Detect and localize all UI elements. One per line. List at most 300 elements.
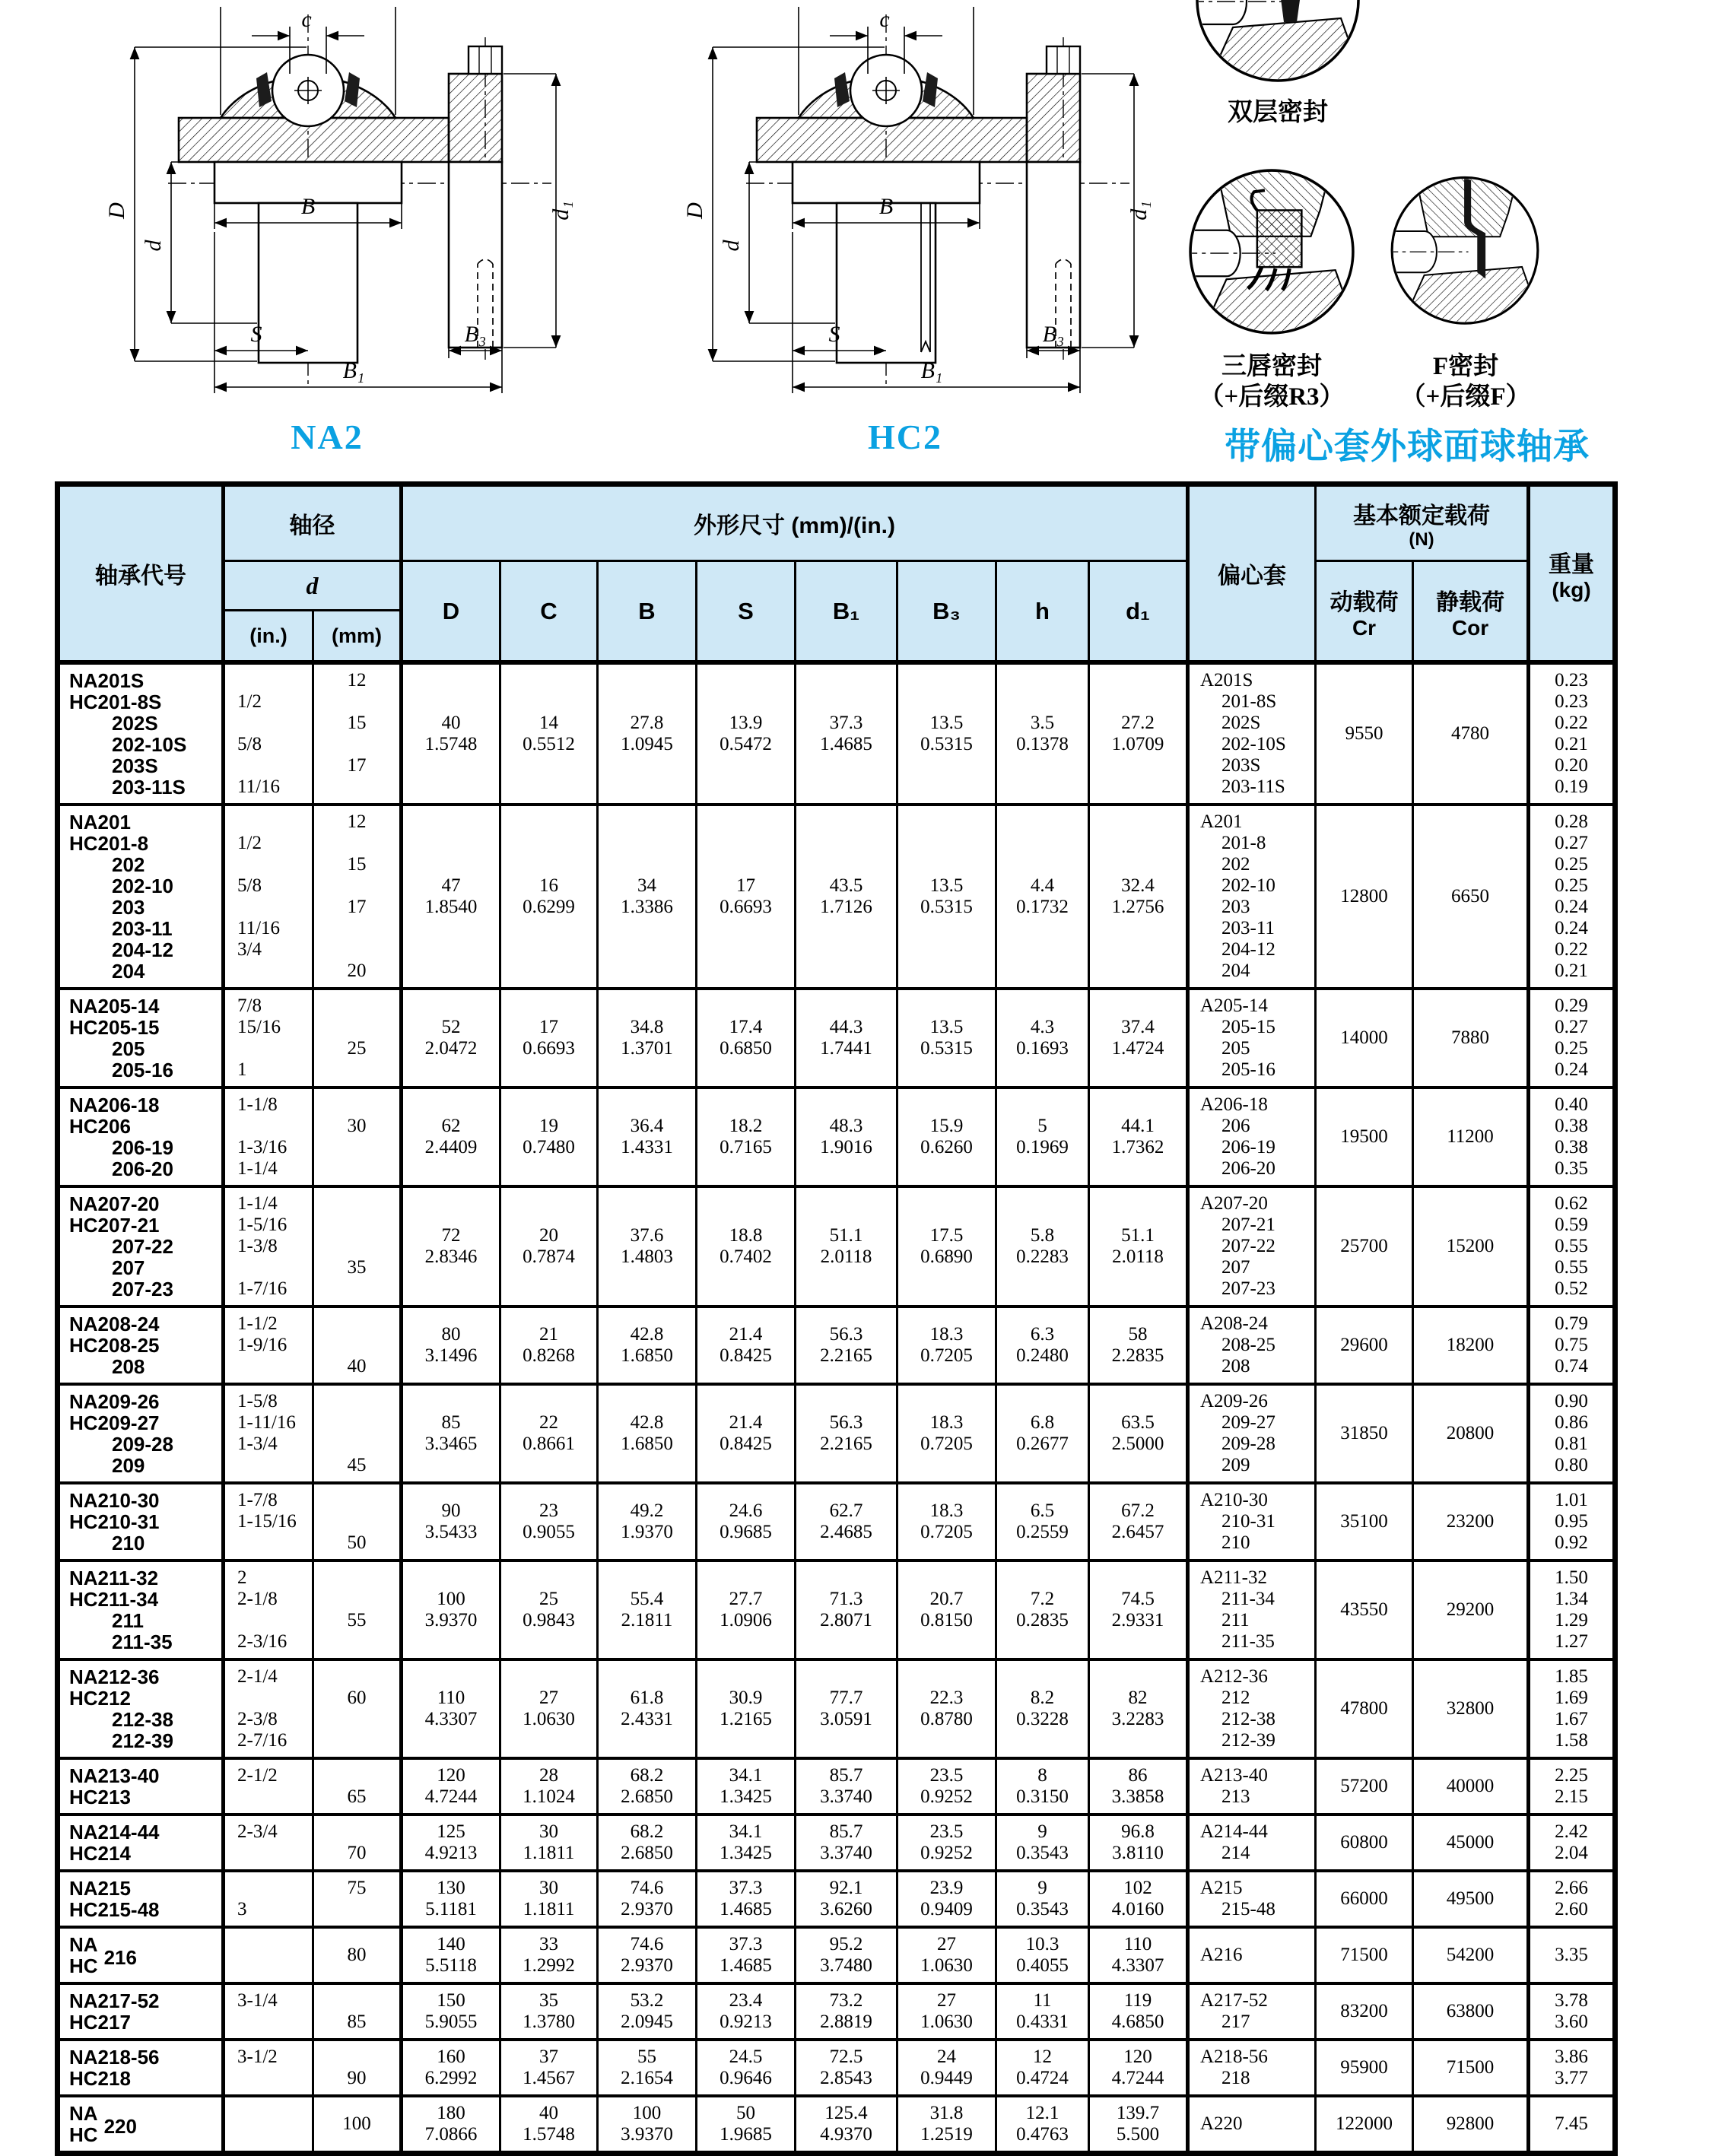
row-14-sleeve-stack: A216 — [1200, 1945, 1243, 1965]
row-15-shaft-in — [224, 1983, 313, 2040]
row-17-sleeve — [1188, 2096, 1316, 2154]
row-17-shaft-in — [224, 2096, 313, 2154]
row-17-dim-d1: 139.7 5.500 — [1089, 2096, 1188, 2154]
dim-label-B: B — [878, 194, 894, 219]
row-8-kg-stack: 1.01 0.95 0.92 — [1555, 1490, 1588, 1553]
row-11-dim-D: 120 4.7244 — [402, 1758, 500, 1815]
dim-label-B1: B₁ — [920, 358, 943, 383]
row-6-sleeve-stack: A208-24 208-25 208 — [1200, 1313, 1275, 1376]
row-1-dim-B1: 37.3 1.4685 — [796, 662, 897, 805]
row-10-dim-B3: 22.3 0.8780 — [897, 1659, 996, 1758]
row-5-weight — [1529, 1186, 1615, 1307]
row-2-shaft-mm — [313, 805, 402, 989]
row-11-dynamic-load: 57200 — [1316, 1758, 1413, 1815]
row-16-sleeve-stack: A218-56 218 — [1200, 2046, 1268, 2088]
row-5-sleeve-stack: A207-20 207-21 207-22 207 207-23 — [1200, 1193, 1275, 1299]
dim-label-D: D — [104, 202, 129, 219]
row-10-dim-S: 30.9 1.2165 — [697, 1659, 796, 1758]
table-body — [58, 662, 1615, 2154]
f-seal-caption — [1348, 351, 1584, 412]
row-9-shaft-mm — [313, 1561, 402, 1659]
dim-label-S: S — [250, 322, 262, 347]
row-6-dim-B3: 18.3 0.7205 — [897, 1307, 996, 1384]
row-2-sleeve — [1188, 805, 1316, 989]
row-17-codes: NA HC 220 — [58, 2096, 224, 2154]
col-header-dim-D: D — [402, 561, 500, 663]
dim-label-d1: d₁ — [548, 201, 573, 221]
col-header-dim-d1: d₁ — [1089, 561, 1188, 663]
row-4-dim-D: 62 2.4409 — [402, 1088, 500, 1186]
row-10-weight — [1529, 1659, 1615, 1758]
row-3-dim-h: 4.3 0.1693 — [996, 989, 1089, 1088]
double-seal-caption: 双层密封 — [1228, 99, 1328, 126]
row-5-dim-B1: 51.1 2.0118 — [796, 1186, 897, 1307]
row-3-codes-stack: NA205-14 HC205-15 205 205-16 — [69, 995, 173, 1081]
row-1-sleeve — [1188, 662, 1316, 805]
row-6-dim-B: 42.8 1.6850 — [598, 1307, 697, 1384]
row-7-sleeve-stack: A209-26 209-27 209-28 209 — [1200, 1391, 1275, 1475]
col-header-cr: 动载荷 Cr — [1316, 561, 1413, 663]
row-12-codes — [58, 1815, 224, 1871]
table-row-4 — [58, 1088, 1615, 1186]
row-5-dim-B: 37.6 1.4803 — [598, 1186, 697, 1307]
row-10-kg-stack: 1.85 1.69 1.67 1.58 — [1555, 1666, 1588, 1751]
row-2-dim-D: 47 1.8540 — [402, 805, 500, 989]
f-seal-caption-line2: （+后缀F） — [1400, 383, 1531, 411]
row-2-dim-h: 4.4 0.1732 — [996, 805, 1089, 989]
row-12-dim-D: 125 4.9213 — [402, 1815, 500, 1871]
row-15-shaft-mm — [313, 1983, 402, 2040]
row-15-mm-stack: 85 — [347, 2012, 367, 2032]
row-6-weight — [1529, 1307, 1615, 1384]
row-3-dim-d1: 37.4 1.4724 — [1089, 989, 1188, 1088]
row-2-dim-C: 16 0.6299 — [500, 805, 598, 989]
row-8-weight — [1529, 1483, 1615, 1561]
row-3-dim-S: 17.4 0.6850 — [697, 989, 796, 1088]
row-4-dim-B: 36.4 1.4331 — [598, 1088, 697, 1186]
row-6-dim-C: 21 0.8268 — [500, 1307, 598, 1384]
row-12-in-stack: 2-3/4 — [237, 1821, 278, 1842]
row-9-sleeve-stack: A211-32 211-34 211 211-35 — [1200, 1567, 1275, 1652]
row-1-static-load: 4780 — [1413, 662, 1529, 805]
row-15-sleeve-stack: A217-52 217 — [1200, 1990, 1268, 2032]
row-3-in-stack: 7/8 15/16 1 — [237, 995, 281, 1080]
row-15-dim-B3: 27 1.0630 — [897, 1983, 996, 2040]
row-7-codes — [58, 1384, 224, 1483]
row-16-codes — [58, 2040, 224, 2096]
row-13-dim-B3: 23.9 0.9409 — [897, 1871, 996, 1927]
row-4-dim-B1: 48.3 1.9016 — [796, 1088, 897, 1186]
row-17-mm-stack: 100 — [342, 2113, 371, 2134]
row-13-shaft-in — [224, 1871, 313, 1927]
row-15-codes-stack: NA217-52 HC217 — [69, 1989, 160, 2034]
row-10-dim-h: 8.2 0.3228 — [996, 1659, 1089, 1758]
row-7-dim-S: 21.4 0.8425 — [697, 1384, 796, 1483]
row-13-sleeve-stack: A215 215-48 — [1200, 1878, 1275, 1919]
row-1-dim-h: 3.5 0.1378 — [996, 662, 1089, 805]
row-9-dim-B1: 71.3 2.8071 — [796, 1561, 897, 1659]
row-13-dim-B1: 92.1 3.6260 — [796, 1871, 897, 1927]
row-13-codes-stack: NA215 HC215-48 — [69, 1877, 160, 1921]
row-17-dim-B3: 31.8 1.2519 — [897, 2096, 996, 2154]
row-13-dynamic-load: 66000 — [1316, 1871, 1413, 1927]
row-13-dim-d1: 102 4.0160 — [1089, 1871, 1188, 1927]
row-6-in-stack: 1-1/2 1-9/16 — [237, 1313, 288, 1355]
row-4-dim-C: 19 0.7480 — [500, 1088, 598, 1186]
row-3-dim-B: 34.8 1.3701 — [598, 989, 697, 1088]
row-11-dim-B1: 85.7 3.3740 — [796, 1758, 897, 1815]
row-15-dim-B: 53.2 2.0945 — [598, 1983, 697, 2040]
table-row-8 — [58, 1483, 1615, 1561]
col-header-d: d — [224, 561, 402, 611]
row-14-mm-stack: 80 — [347, 1945, 367, 1965]
row-8-codes — [58, 1483, 224, 1561]
row-5-dim-S: 18.8 0.7402 — [697, 1186, 796, 1307]
row-6-shaft-in — [224, 1307, 313, 1384]
row-5-dim-C: 20 0.7874 — [500, 1186, 598, 1307]
row-13-dim-D: 130 5.1181 — [402, 1871, 500, 1927]
row-9-shaft-in — [224, 1561, 313, 1659]
row-10-dynamic-load: 47800 — [1316, 1659, 1413, 1758]
dim-label-d1: d₁ — [1126, 201, 1152, 221]
row-8-sleeve — [1188, 1483, 1316, 1561]
row-9-weight — [1529, 1561, 1615, 1659]
row-17-dim-C: 40 1.5748 — [500, 2096, 598, 2154]
row-7-dim-B: 42.8 1.6850 — [598, 1384, 697, 1483]
row-8-dim-B1: 62.7 2.4685 — [796, 1483, 897, 1561]
row-17-weight — [1529, 2096, 1615, 2154]
table-row-15 — [58, 1983, 1615, 2040]
row-9-dynamic-load: 43550 — [1316, 1561, 1413, 1659]
row-14-dim-h: 10.3 0.4055 — [996, 1927, 1089, 1983]
row-14-shaft-in — [224, 1927, 313, 1983]
row-16-shaft-in — [224, 2040, 313, 2096]
row-16-static-load: 71500 — [1413, 2040, 1529, 2096]
row-7-shaft-mm — [313, 1384, 402, 1483]
col-header-dim-B: B — [598, 561, 697, 663]
row-5-codes — [58, 1186, 224, 1307]
col-header-weight: 重量 (kg) — [1529, 484, 1615, 663]
row-10-codes-stack: NA212-36 HC212 212-38 212-39 — [69, 1665, 173, 1752]
row-3-kg-stack: 0.29 0.27 0.25 0.24 — [1555, 995, 1588, 1080]
row-4-dim-d1: 44.1 1.7362 — [1089, 1088, 1188, 1186]
bearing-spec-table — [55, 481, 1618, 2156]
row-7-mm-stack: 45 — [347, 1455, 367, 1475]
row-14-dim-S: 37.3 1.4685 — [697, 1927, 796, 1983]
row-15-dim-D: 150 5.9055 — [402, 1983, 500, 2040]
row-9-dim-D: 100 3.9370 — [402, 1561, 500, 1659]
row-17-dim-S: 50 1.9685 — [697, 2096, 796, 2154]
row-8-in-stack: 1-7/8 1-15/16 — [237, 1490, 297, 1532]
row-6-dim-d1: 58 2.2835 — [1089, 1307, 1188, 1384]
row-4-codes-stack: NA206-18 HC206 206-19 206-20 — [69, 1094, 173, 1180]
dim-label-D: D — [682, 202, 707, 219]
row-9-dim-S: 27.7 1.0906 — [697, 1561, 796, 1659]
row-5-sleeve — [1188, 1186, 1316, 1307]
triple-lip-seal-caption-line2: （+后缀R3） — [1199, 383, 1345, 411]
row-11-kg-stack: 2.25 2.15 — [1555, 1765, 1588, 1807]
row-17-sleeve-stack: A220 — [1200, 2113, 1243, 2134]
row-15-sleeve — [1188, 1983, 1316, 2040]
row-13-mm-stack: 75 — [347, 1878, 367, 1898]
row-14-dim-B: 74.6 2.9370 — [598, 1927, 697, 1983]
col-header-dim-B3: B₃ — [897, 561, 996, 663]
row-16-dim-d1: 120 4.7244 — [1089, 2040, 1188, 2096]
table-row-17 — [58, 2096, 1615, 2154]
row-9-kg-stack: 1.50 1.34 1.29 1.27 — [1555, 1567, 1588, 1652]
row-10-dim-B: 61.8 2.4331 — [598, 1659, 697, 1758]
col-header-mm: (mm) — [313, 611, 402, 663]
row-9-codes-stack: NA211-32 HC211-34 211 211-35 — [69, 1567, 173, 1653]
row-17-dim-h: 12.1 0.4763 — [996, 2096, 1089, 2154]
row-4-shaft-in — [224, 1088, 313, 1186]
row-10-static-load: 32800 — [1413, 1659, 1529, 1758]
row-11-dim-C: 28 1.1024 — [500, 1758, 598, 1815]
row-4-dim-h: 5 0.1969 — [996, 1088, 1089, 1186]
row-1-dim-d1: 27.2 1.0709 — [1089, 662, 1188, 805]
row-6-kg-stack: 0.79 0.75 0.74 — [1555, 1313, 1588, 1376]
row-6-codes-stack: NA208-24 HC208-25 208 — [69, 1313, 160, 1378]
row-8-sleeve-stack: A210-30 210-31 210 — [1200, 1490, 1275, 1553]
table-row-7 — [58, 1384, 1615, 1483]
row-6-dim-B1: 56.3 2.2165 — [796, 1307, 897, 1384]
row-14-dim-B1: 95.2 3.7480 — [796, 1927, 897, 1983]
row-11-codes-stack: NA213-40 HC213 — [69, 1764, 160, 1808]
row-14-dim-C: 33 1.2992 — [500, 1927, 598, 1983]
row-11-dim-B: 68.2 2.6850 — [598, 1758, 697, 1815]
row-9-sleeve — [1188, 1561, 1316, 1659]
row-11-dim-h: 8 0.3150 — [996, 1758, 1089, 1815]
na2-label: NA2 — [291, 418, 364, 456]
row-7-shaft-in — [224, 1384, 313, 1483]
row-6-dim-S: 21.4 0.8425 — [697, 1307, 796, 1384]
row-3-dim-C: 17 0.6693 — [500, 989, 598, 1088]
table-row-6 — [58, 1307, 1615, 1384]
row-16-weight — [1529, 2040, 1615, 2096]
table-row-5 — [58, 1186, 1615, 1307]
row-3-dim-B1: 44.3 1.7441 — [796, 989, 897, 1088]
row-7-sleeve — [1188, 1384, 1316, 1483]
row-4-sleeve — [1188, 1088, 1316, 1186]
row-14-shaft-mm — [313, 1927, 402, 1983]
row-7-dim-d1: 63.5 2.5000 — [1089, 1384, 1188, 1483]
row-4-kg-stack: 0.40 0.38 0.38 0.35 — [1555, 1094, 1588, 1179]
row-11-shaft-mm — [313, 1758, 402, 1815]
sf-seal-svg — [1386, 173, 1544, 332]
row-15-dim-B1: 73.2 2.8819 — [796, 1983, 897, 2040]
row-16-dim-B1: 72.5 2.8543 — [796, 2040, 897, 2096]
row-16-kg-stack: 3.86 3.77 — [1555, 2046, 1588, 2088]
row-5-static-load: 15200 — [1413, 1186, 1529, 1307]
row-14-dim-B3: 27 1.0630 — [897, 1927, 996, 1983]
row-16-dim-B3: 24 0.9449 — [897, 2040, 996, 2096]
row-16-mm-stack: 90 — [347, 2068, 367, 2088]
series-title: 带偏心套外球面球轴承 — [1225, 427, 1590, 467]
hc2-bearing-drawing — [643, 4, 1167, 418]
row-15-dim-d1: 119 4.6850 — [1089, 1983, 1188, 2040]
row-2-dim-S: 17 0.6693 — [697, 805, 796, 989]
row-2-dim-B: 34 1.3386 — [598, 805, 697, 989]
row-2-weight — [1529, 805, 1615, 989]
row-6-sleeve — [1188, 1307, 1316, 1384]
row-10-sleeve — [1188, 1659, 1316, 1758]
row-13-weight — [1529, 1871, 1615, 1927]
row-2-dim-B1: 43.5 1.7126 — [796, 805, 897, 989]
row-3-mm-stack: 25 — [347, 1038, 367, 1059]
row-1-shaft-in — [224, 662, 313, 805]
row-3-shaft-in — [224, 989, 313, 1088]
row-12-dim-B3: 23.5 0.9252 — [897, 1815, 996, 1871]
dim-label-c: c — [301, 7, 312, 32]
row-3-weight — [1529, 989, 1615, 1088]
row-2-dim-d1: 32.4 1.2756 — [1089, 805, 1188, 989]
row-10-sleeve-stack: A212-36 212 212-38 212-39 — [1200, 1666, 1275, 1751]
row-6-dynamic-load: 29600 — [1316, 1307, 1413, 1384]
row-7-codes-stack: NA209-26 HC209-27 209-28 209 — [69, 1390, 173, 1477]
row-16-dim-S: 24.5 0.9646 — [697, 2040, 796, 2096]
row-3-dynamic-load: 14000 — [1316, 989, 1413, 1088]
row-13-dim-B: 74.6 2.9370 — [598, 1871, 697, 1927]
row-10-mm-stack: 60 — [347, 1688, 367, 1708]
row-1-shaft-mm — [313, 662, 402, 805]
row-6-shaft-mm — [313, 1307, 402, 1384]
table-row-9 — [58, 1561, 1615, 1659]
row-9-dim-d1: 74.5 2.9331 — [1089, 1561, 1188, 1659]
row-3-sleeve-stack: A205-14 205-15 205 205-16 — [1200, 995, 1275, 1080]
dim-label-S: S — [828, 322, 840, 347]
row-8-dim-d1: 67.2 2.6457 — [1089, 1483, 1188, 1561]
row-4-sleeve-stack: A206-18 206 206-19 206-20 — [1200, 1094, 1275, 1179]
row-16-dynamic-load: 95900 — [1316, 2040, 1413, 2096]
dim-label-d: d — [719, 240, 744, 252]
row-1-dim-C: 14 0.5512 — [500, 662, 598, 805]
dim-label-c: c — [879, 7, 890, 32]
row-3-shaft-mm — [313, 989, 402, 1088]
row-10-in-stack: 2-1/4 2-3/8 2-7/16 — [237, 1666, 288, 1751]
row-5-dim-h: 5.8 0.2283 — [996, 1186, 1089, 1307]
col-header-cor: 静载荷 Cor — [1413, 561, 1529, 663]
row-4-dynamic-load: 19500 — [1316, 1088, 1413, 1186]
triple-lip-seal-detail — [1183, 166, 1360, 342]
table-row-3 — [58, 989, 1615, 1088]
row-4-weight — [1529, 1088, 1615, 1186]
row-16-dim-D: 160 6.2992 — [402, 2040, 500, 2096]
row-8-shaft-mm — [313, 1483, 402, 1561]
table-row-2 — [58, 805, 1615, 989]
row-5-codes-stack: NA207-20 HC207-21 207-22 207 207-23 — [69, 1192, 173, 1300]
table-row-1 — [58, 662, 1615, 805]
row-1-codes-stack: NA201S HC201-8S 202S 202-10S 203S 203-11S — [69, 669, 187, 799]
dim-label-B3: B₃ — [464, 322, 487, 347]
row-11-weight — [1529, 1758, 1615, 1815]
table-header — [58, 484, 1615, 663]
row-12-dim-C: 30 1.1811 — [500, 1815, 598, 1871]
row-1-dim-B: 27.8 1.0945 — [598, 662, 697, 805]
double-seal-detail — [1190, 0, 1365, 90]
row-1-dim-D: 40 1.5748 — [402, 662, 500, 805]
row-4-in-stack: 1-1/8 1-3/16 1-1/4 — [237, 1094, 288, 1179]
col-header-sleeve: 偏心套 — [1188, 484, 1316, 663]
row-9-in-stack: 2 2-1/8 2-3/16 — [237, 1567, 288, 1652]
row-2-dynamic-load: 12800 — [1316, 805, 1413, 989]
hc2-bearing-svg — [643, 4, 1167, 418]
row-2-shaft-in — [224, 805, 313, 989]
col-header-shaft-dia: 轴径 — [224, 484, 402, 561]
row-10-codes — [58, 1659, 224, 1758]
row-15-in-stack: 3-1/4 — [237, 1990, 278, 2011]
row-4-codes — [58, 1088, 224, 1186]
row-9-mm-stack: 55 — [347, 1610, 367, 1630]
row-8-mm-stack: 50 — [347, 1532, 367, 1553]
row-2-sleeve-stack: A201 201-8 202 202-10 203 203-11 204-12 204 — [1200, 811, 1275, 981]
sd-seal-svg — [1190, 0, 1365, 90]
row-1-sleeve-stack: A201S 201-8S 202S 202-10S 203S 203-11S — [1200, 670, 1286, 797]
table-row-16 — [58, 2040, 1615, 2096]
table-row-10 — [58, 1659, 1615, 1758]
row-15-dim-C: 35 1.3780 — [500, 1983, 598, 2040]
row-12-weight — [1529, 1815, 1615, 1871]
hc2-label: HC2 — [868, 418, 942, 456]
row-11-sleeve — [1188, 1758, 1316, 1815]
row-12-dim-h: 9 0.3543 — [996, 1815, 1089, 1871]
row-7-dim-B3: 18.3 0.7205 — [897, 1384, 996, 1483]
row-6-dim-D: 80 3.1496 — [402, 1307, 500, 1384]
row-4-mm-stack: 30 — [347, 1116, 367, 1136]
row-1-in-stack: 1/2 5/8 11/16 — [237, 691, 281, 797]
row-4-shaft-mm — [313, 1088, 402, 1186]
row-5-mm-stack: 35 — [347, 1257, 367, 1278]
row-12-kg-stack: 2.42 2.04 — [1555, 1821, 1588, 1863]
col-header-dims-group: 外形尺寸 (mm)/(in.) — [402, 484, 1188, 561]
table-row-12 — [58, 1815, 1615, 1871]
row-12-dynamic-load: 60800 — [1316, 1815, 1413, 1871]
col-header-dim-C: C — [500, 561, 598, 663]
row-9-dim-h: 7.2 0.2835 — [996, 1561, 1089, 1659]
col-header-dim-S: S — [697, 561, 796, 663]
row-3-codes — [58, 989, 224, 1088]
row-4-static-load: 11200 — [1413, 1088, 1529, 1186]
row-6-codes — [58, 1307, 224, 1384]
row-10-shaft-in — [224, 1659, 313, 1758]
row-16-dim-B: 55 2.1654 — [598, 2040, 697, 2096]
row-15-static-load: 63800 — [1413, 1983, 1529, 2040]
dim-label-d: d — [141, 240, 166, 252]
row-13-static-load: 49500 — [1413, 1871, 1529, 1927]
row-16-dim-h: 12 0.4724 — [996, 2040, 1089, 2096]
row-1-mm-stack: 12 15 17 — [347, 670, 367, 776]
triple-lip-seal-caption-line1: 三唇密封 — [1221, 353, 1322, 380]
row-12-codes-stack: NA214-44 HC214 — [69, 1821, 160, 1865]
row-9-dim-C: 25 0.9843 — [500, 1561, 598, 1659]
row-8-codes-stack: NA210-30 HC210-31 210 — [69, 1489, 160, 1554]
row-16-codes-stack: NA218-56 HC218 — [69, 2046, 160, 2090]
row-8-static-load: 23200 — [1413, 1483, 1529, 1561]
row-16-in-stack: 3-1/2 — [237, 2046, 278, 2067]
row-14-weight — [1529, 1927, 1615, 1983]
row-14-static-load: 54200 — [1413, 1927, 1529, 1983]
col-header-bearing-code: 轴承代号 — [58, 484, 224, 663]
row-5-dim-D: 72 2.8346 — [402, 1186, 500, 1307]
row-13-dim-C: 30 1.1811 — [500, 1871, 598, 1927]
row-8-dim-B3: 18.3 0.7205 — [897, 1483, 996, 1561]
f-seal-caption-line1: F密封 — [1432, 353, 1499, 380]
row-4-dim-S: 18.2 0.7165 — [697, 1088, 796, 1186]
row-17-dim-B: 100 3.9370 — [598, 2096, 697, 2154]
row-12-mm-stack: 70 — [347, 1843, 367, 1863]
row-10-dim-B1: 77.7 3.0591 — [796, 1659, 897, 1758]
row-10-dim-D: 110 4.3307 — [402, 1659, 500, 1758]
row-12-dim-S: 34.1 1.3425 — [697, 1815, 796, 1871]
